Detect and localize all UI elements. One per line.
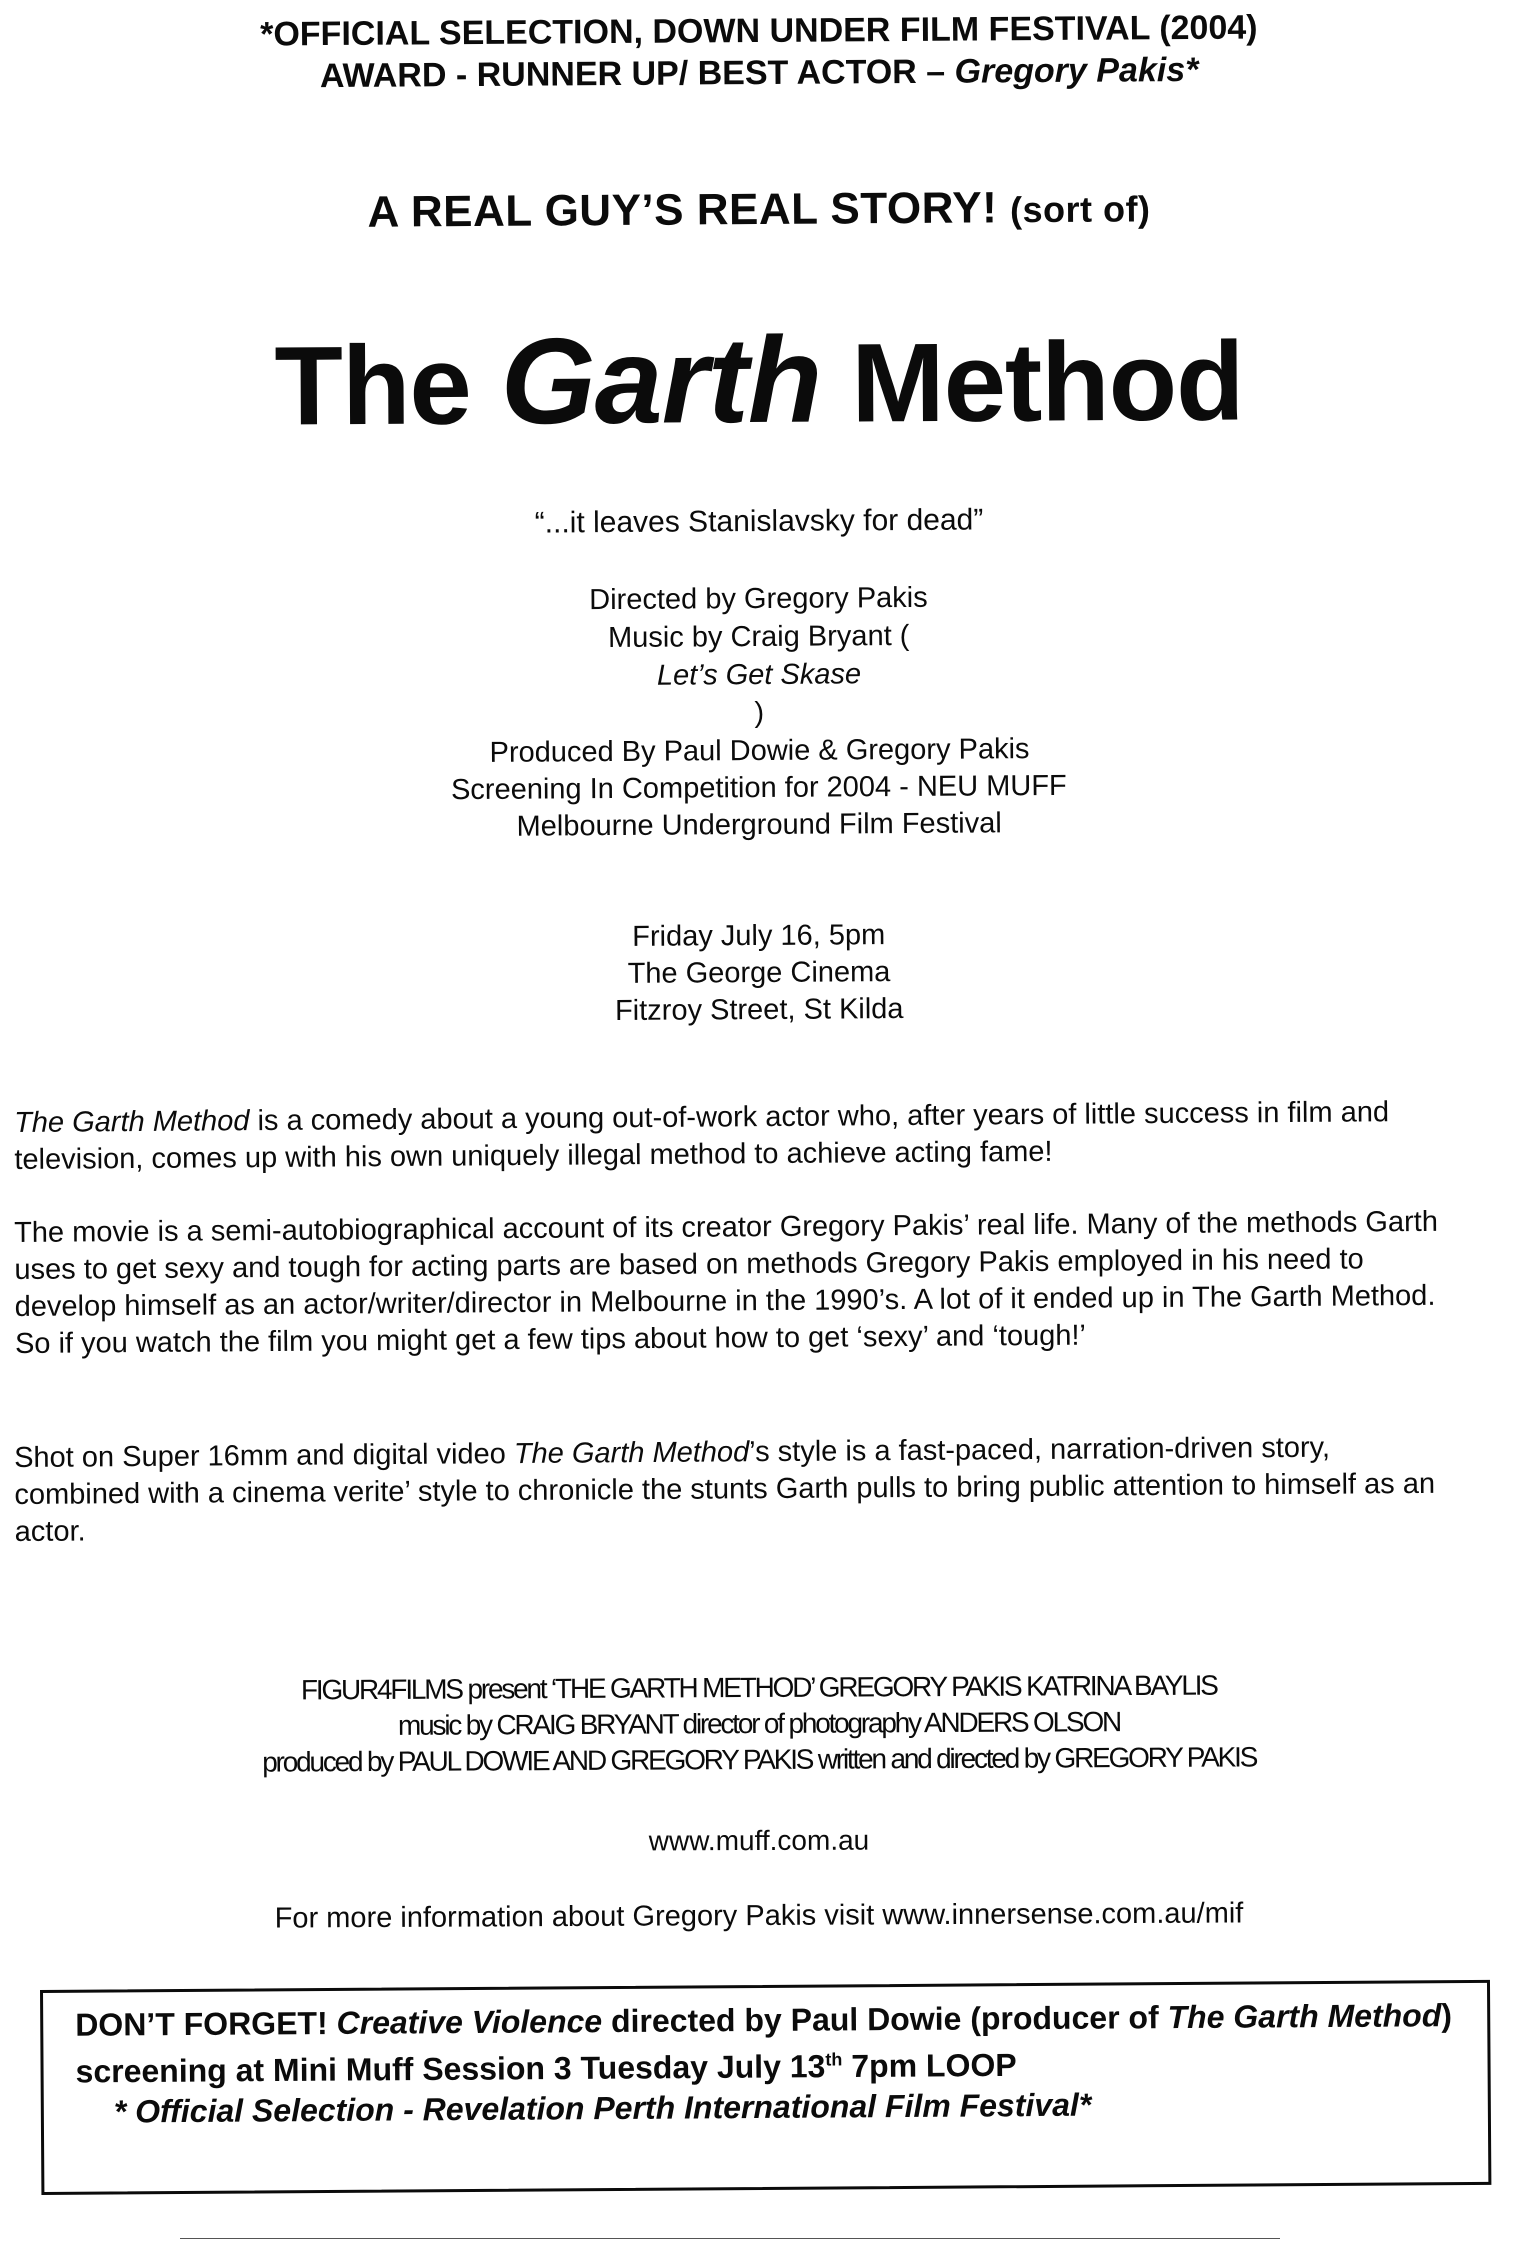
event-date: Friday July 16, 5pm	[632, 919, 886, 953]
credit-produced: Produced By Paul Dowie & Gregory Pakis	[489, 733, 1030, 769]
notice-suffix: 7pm LOOP	[842, 2046, 1017, 2085]
notice-box	[40, 1980, 1491, 2195]
synopsis-paragraph-3	[14, 1429, 1455, 1551]
notice-selection: * Official Selection - Revelation Perth International Film Festival*	[113, 2086, 1092, 2130]
billing-line-2: music by CRAIG BRYANT director of photography ANDERS OLSON	[397, 1706, 1121, 1741]
synopsis-p1-text: is a comedy about a young out-of-work actor who, after years of little success in film and television, comes up with his own uniquely illegal method to achieve acting fame!	[14, 1096, 1390, 1176]
notice-mid-2: ) screening at Mini Muff Session 3 Tuesday July 13	[75, 1997, 1453, 2090]
tagline-main: A REAL GUY’S REAL STORY!	[367, 183, 998, 237]
synopsis-p3-text: ’s style is a fast-paced, narration-driven story, combined with a cinema verite’ style to chronicle the stunts Garth pulls to bring public attention to himself as an actor.	[14, 1431, 1436, 1548]
film-title	[0, 306, 1518, 454]
credit-music	[0, 613, 1518, 738]
event-details	[0, 913, 1518, 1035]
award-line-1: *OFFICIAL SELECTION, DOWN UNDER FILM FESTIVAL (2004)	[260, 8, 1258, 54]
synopsis-p1-title: The Garth Method	[14, 1105, 250, 1139]
synopsis-p3-prefix: Shot on Super 16mm and digital video	[14, 1438, 515, 1474]
billing-line-1: FIGUR4FILMS present ‘THE GARTH METHOD’ GREGORY PAKIS KATRINA BAYLIS	[300, 1669, 1217, 1706]
notice-film-title: Creative Violence	[336, 2003, 603, 2041]
notice-ordinal: th	[825, 2049, 843, 2070]
title-word-method: Method	[851, 318, 1244, 446]
festival-website: www.muff.com.au	[648, 1824, 870, 1857]
synopsis-paragraph-2: The movie is a semi-autobiographical account of its creator Gregory Pakis’ real life. Many of the methods Garth uses to get sexy and tough for acting parts are based on methods Gregory Pakis employed in his need to develop himself as an actor/writer/director in Melbourne in the 1990’s. A lot of it ended up in The Garth Method. So if you watch the film you might get a few tips about how to get ‘sexy’ and ‘tough!’	[14, 1205, 1439, 1360]
billing-block	[0, 1666, 1518, 1782]
synopsis-paragraph-1	[14, 1094, 1455, 1179]
title-word-the: The	[274, 322, 472, 449]
screening-line-2: Melbourne Underground Film Festival	[516, 807, 1002, 843]
event-address: Fitzroy Street, St Kilda	[614, 992, 904, 1028]
tagline	[0, 180, 1518, 241]
event-venue: The George Cinema	[627, 956, 891, 990]
pull-quote: “...it leaves Stanislavsky for dead”	[534, 503, 984, 540]
credit-music-prefix: Music by Craig Bryant (	[607, 619, 910, 655]
award-header	[0, 5, 1518, 100]
screening-info	[0, 765, 1518, 850]
notice-ref-title: The Garth Method	[1167, 1997, 1442, 2036]
notice-mid-1: directed by Paul Dowie (producer of	[602, 1999, 1168, 2040]
tagline-aside: (sort of)	[1009, 188, 1151, 231]
notice-text	[75, 1995, 1476, 2131]
award-line-2-prefix: AWARD - RUNNER UP/ BEST ACTOR –	[319, 52, 955, 96]
title-word-garth: Garth	[500, 311, 822, 450]
award-actor-name: Gregory Pakis*	[954, 50, 1199, 91]
credit-directed: Directed by Gregory Pakis	[589, 581, 928, 617]
credit-music-title: Let’s Get Skase	[656, 658, 862, 692]
notice-prefix: DON’T FORGET!	[75, 2004, 337, 2043]
screening-line-1: Screening In Competition for 2004 - NEU MUFF	[450, 769, 1067, 807]
synopsis-p3-title: The Garth Method	[513, 1436, 750, 1471]
more-info-line: For more information about Gregory Pakis visit www.innersense.com.au/mif	[274, 1897, 1244, 1935]
footer-divider	[180, 2238, 1280, 2239]
credits-block	[0, 575, 1518, 776]
credit-music-suffix: )	[754, 696, 765, 730]
billing-line-3: produced by PAUL DOWIE AND GREGORY PAKIS written and directed by GREGORY PAKIS	[262, 1741, 1257, 1778]
